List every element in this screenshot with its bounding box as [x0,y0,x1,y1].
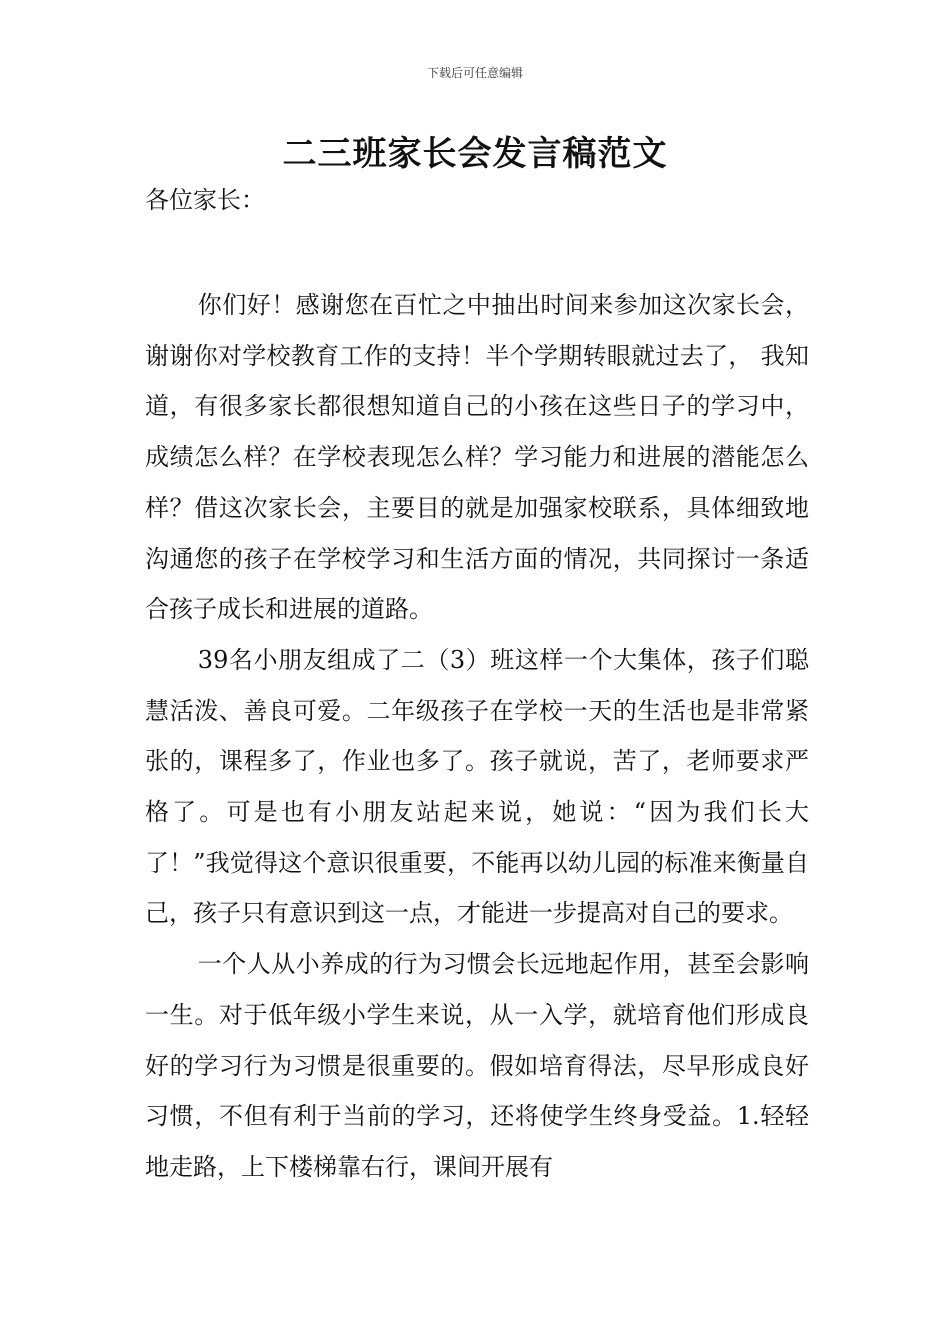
document-body [145,280,809,1193]
paragraph-2: 39名小朋友组成了二（3）班这样一个大集体，孩子们聪慧活泼、善良可爱。二年级孩子在学校一天的生活也是非常紧张的，课程多了，作业也多了。孩子就说，苦了，老师要求严格了。可是也有小朋友站起来说，她说：“因为我们长大了！”我觉得这个意识很重要，不能再以幼儿园的标准来衡量自己，孩子只有意识到这一点，才能进一步提高对自己的要求。 [145,645,809,928]
paragraph-1: 你们好！感谢您在百忙之中抽出时间来参加这次家长会，谢谢你对学校教育工作的支持！半个学期转眼就过去了， 我知道，有很多家长都很想知道自己的小孩在这些日子的学习中，成绩怎么样？在学校表现怎么样？学习能力和进展的潜能怎么样？借这次家长会，主要目的就是加强家校联系，具体细致地沟通您的孩子在学校学习和生活方面的情况，共同探讨一条适合孩子成长和进展的道路。 [145,291,809,624]
salutation: 各位家长： [145,186,265,214]
document-title: 二三班家长会发言稿范文 [282,134,668,174]
header-note: 下载后可任意编辑 [426,66,523,80]
paragraph-3: 一个人从小养成的行为习惯会长远地起作用，甚至会影响一生。对于低年级小学生来说，从一入学，就培育他们形成良好的学习行为习惯是很重要的。假如培育得法，尽早形成良好习惯，不但有利于当前的学习，还将使学生终身受益。1.轻轻地走路，上下楼梯靠右行，课间开展有 [145,950,809,1181]
